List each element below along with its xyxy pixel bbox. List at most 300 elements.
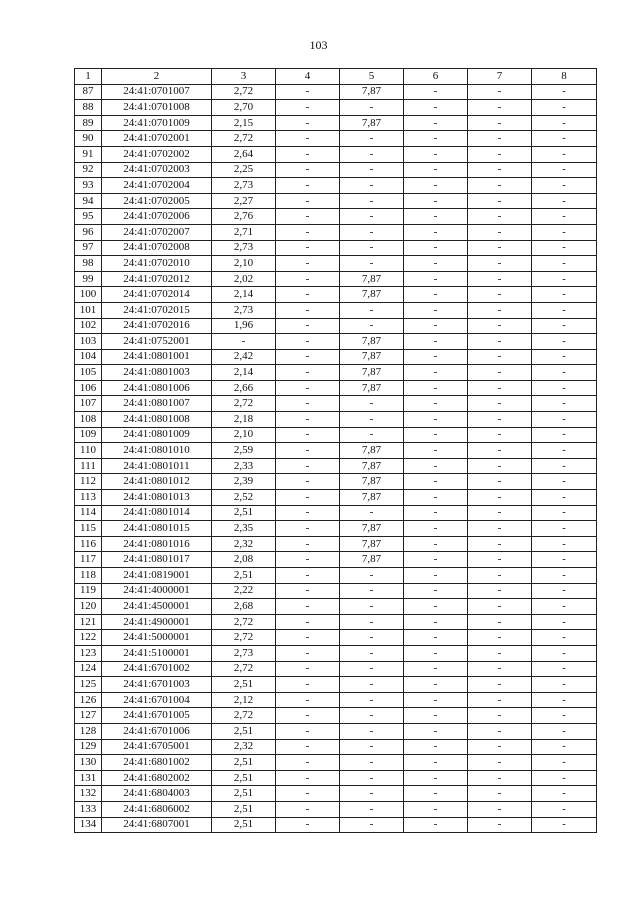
- col7-cell: -: [468, 318, 532, 334]
- col8-cell: -: [532, 801, 597, 817]
- cadastral-number-cell: 24:41:0702003: [102, 162, 212, 178]
- col7-cell: -: [468, 287, 532, 303]
- cadastral-number-cell: 24:41:0702002: [102, 146, 212, 162]
- col5-cell: 7,87: [340, 271, 404, 287]
- col3-cell: 1,96: [212, 318, 276, 334]
- col4-cell: -: [276, 380, 340, 396]
- col4-cell: -: [276, 661, 340, 677]
- col8-cell: -: [532, 412, 597, 428]
- col7-cell: -: [468, 692, 532, 708]
- row-number-cell: 124: [75, 661, 102, 677]
- col3-cell: 2,64: [212, 146, 276, 162]
- cadastral-number-cell: 24:41:0752001: [102, 334, 212, 350]
- col4-cell: -: [276, 365, 340, 381]
- col8-cell: -: [532, 521, 597, 537]
- cadastral-number-cell: 24:41:0819001: [102, 568, 212, 584]
- col4-cell: -: [276, 302, 340, 318]
- table-row: [75, 84, 597, 100]
- col4-cell: -: [276, 568, 340, 584]
- col8-cell: -: [532, 131, 597, 147]
- col3-cell: 2,51: [212, 677, 276, 693]
- col5-cell: -: [340, 256, 404, 272]
- col8-cell: -: [532, 84, 597, 100]
- col5-cell: -: [340, 427, 404, 443]
- table-row: [75, 817, 597, 833]
- col6-cell: -: [404, 614, 468, 630]
- col8-cell: -: [532, 443, 597, 459]
- row-number-cell: 108: [75, 412, 102, 428]
- col6-cell: -: [404, 224, 468, 240]
- cadastral-number-cell: 24:41:5000001: [102, 630, 212, 646]
- table-row: [75, 786, 597, 802]
- col5-cell: -: [340, 614, 404, 630]
- col3-cell: 2,32: [212, 536, 276, 552]
- col7-cell: -: [468, 583, 532, 599]
- col4-cell: -: [276, 271, 340, 287]
- col3-cell: 2,73: [212, 302, 276, 318]
- row-number-cell: 118: [75, 568, 102, 584]
- column-header-7: 7: [468, 69, 532, 85]
- cadastral-number-cell: 24:41:0801013: [102, 490, 212, 506]
- col4-cell: -: [276, 162, 340, 178]
- col5-cell: -: [340, 770, 404, 786]
- col7-cell: -: [468, 412, 532, 428]
- col6-cell: -: [404, 505, 468, 521]
- col4-cell: -: [276, 677, 340, 693]
- col6-cell: -: [404, 692, 468, 708]
- col3-cell: 2,51: [212, 568, 276, 584]
- col3-cell: 2,39: [212, 474, 276, 490]
- col4-cell: -: [276, 645, 340, 661]
- row-number-cell: 98: [75, 256, 102, 272]
- col8-cell: -: [532, 490, 597, 506]
- cadastral-number-cell: 24:41:0701008: [102, 100, 212, 116]
- row-number-cell: 103: [75, 334, 102, 350]
- col7-cell: -: [468, 146, 532, 162]
- col6-cell: -: [404, 131, 468, 147]
- col6-cell: -: [404, 552, 468, 568]
- col4-cell: -: [276, 786, 340, 802]
- cadastral-number-cell: 24:41:4000001: [102, 583, 212, 599]
- table-row: [75, 677, 597, 693]
- col3-cell: 2,10: [212, 256, 276, 272]
- table-row: [75, 396, 597, 412]
- col7-cell: -: [468, 552, 532, 568]
- row-number-cell: 94: [75, 193, 102, 209]
- col4-cell: -: [276, 739, 340, 755]
- col4-cell: -: [276, 427, 340, 443]
- cadastral-number-cell: 24:41:6807001: [102, 817, 212, 833]
- row-number-cell: 92: [75, 162, 102, 178]
- col4-cell: -: [276, 490, 340, 506]
- col8-cell: -: [532, 287, 597, 303]
- col4-cell: -: [276, 178, 340, 194]
- col8-cell: -: [532, 645, 597, 661]
- cadastral-number-cell: 24:41:0801012: [102, 474, 212, 490]
- col7-cell: -: [468, 723, 532, 739]
- col6-cell: -: [404, 568, 468, 584]
- table-header: [75, 69, 597, 85]
- col3-cell: 2,14: [212, 365, 276, 381]
- col3-cell: 2,70: [212, 100, 276, 116]
- col6-cell: -: [404, 334, 468, 350]
- col6-cell: -: [404, 412, 468, 428]
- col6-cell: -: [404, 100, 468, 116]
- col5-cell: 7,87: [340, 84, 404, 100]
- col6-cell: -: [404, 801, 468, 817]
- col5-cell: -: [340, 224, 404, 240]
- col6-cell: -: [404, 677, 468, 693]
- col6-cell: -: [404, 349, 468, 365]
- row-number-cell: 96: [75, 224, 102, 240]
- col4-cell: -: [276, 723, 340, 739]
- col3-cell: 2,51: [212, 770, 276, 786]
- col6-cell: -: [404, 599, 468, 615]
- col7-cell: -: [468, 801, 532, 817]
- cadastral-number-cell: 24:41:0801010: [102, 443, 212, 459]
- cadastral-number-cell: 24:41:0801006: [102, 380, 212, 396]
- col5-cell: -: [340, 505, 404, 521]
- col5-cell: -: [340, 661, 404, 677]
- cadastral-number-cell: 24:41:0801007: [102, 396, 212, 412]
- col6-cell: -: [404, 115, 468, 131]
- col5-cell: -: [340, 568, 404, 584]
- row-number-cell: 107: [75, 396, 102, 412]
- col6-cell: -: [404, 786, 468, 802]
- col5-cell: -: [340, 131, 404, 147]
- table-row: [75, 723, 597, 739]
- table-body: [75, 84, 597, 833]
- col8-cell: -: [532, 692, 597, 708]
- column-header-8: 8: [532, 69, 597, 85]
- col5-cell: 7,87: [340, 115, 404, 131]
- table-row: [75, 521, 597, 537]
- col7-cell: -: [468, 755, 532, 771]
- table-row: [75, 630, 597, 646]
- col7-cell: -: [468, 443, 532, 459]
- col4-cell: -: [276, 801, 340, 817]
- table-row: [75, 256, 597, 272]
- col3-cell: 2,68: [212, 599, 276, 615]
- table-row: [75, 770, 597, 786]
- table-row: [75, 271, 597, 287]
- col7-cell: -: [468, 84, 532, 100]
- col5-cell: -: [340, 630, 404, 646]
- col6-cell: -: [404, 256, 468, 272]
- col8-cell: -: [532, 224, 597, 240]
- col5-cell: -: [340, 146, 404, 162]
- cadastral-number-cell: 24:41:0702012: [102, 271, 212, 287]
- cadastral-number-cell: 24:41:0702008: [102, 240, 212, 256]
- col4-cell: -: [276, 287, 340, 303]
- col5-cell: -: [340, 739, 404, 755]
- col7-cell: -: [468, 271, 532, 287]
- col4-cell: -: [276, 583, 340, 599]
- col6-cell: -: [404, 193, 468, 209]
- cadastral-number-cell: 24:41:6701006: [102, 723, 212, 739]
- col3-cell: 2,51: [212, 723, 276, 739]
- cadastral-number-cell: 24:41:0801014: [102, 505, 212, 521]
- table-row: [75, 380, 597, 396]
- col7-cell: -: [468, 645, 532, 661]
- col7-cell: -: [468, 256, 532, 272]
- col8-cell: -: [532, 552, 597, 568]
- col4-cell: -: [276, 209, 340, 225]
- col5-cell: -: [340, 817, 404, 833]
- table-row: [75, 146, 597, 162]
- col3-cell: 2,18: [212, 412, 276, 428]
- row-number-cell: 129: [75, 739, 102, 755]
- col8-cell: -: [532, 271, 597, 287]
- col7-cell: -: [468, 427, 532, 443]
- page-number: 103: [309, 38, 328, 52]
- col3-cell: 2,51: [212, 817, 276, 833]
- table-row: [75, 583, 597, 599]
- col8-cell: -: [532, 614, 597, 630]
- col5-cell: -: [340, 100, 404, 116]
- col8-cell: -: [532, 396, 597, 412]
- row-number-cell: 93: [75, 178, 102, 194]
- col5-cell: -: [340, 786, 404, 802]
- col7-cell: -: [468, 630, 532, 646]
- col7-cell: -: [468, 131, 532, 147]
- row-number-cell: 123: [75, 645, 102, 661]
- column-header-1: 1: [75, 69, 102, 85]
- col5-cell: -: [340, 723, 404, 739]
- col8-cell: -: [532, 256, 597, 272]
- col8-cell: -: [532, 100, 597, 116]
- col8-cell: -: [532, 723, 597, 739]
- col6-cell: -: [404, 396, 468, 412]
- col3-cell: 2,72: [212, 614, 276, 630]
- table-row: [75, 193, 597, 209]
- cadastral-number-cell: 24:41:0702014: [102, 287, 212, 303]
- row-number-cell: 128: [75, 723, 102, 739]
- col5-cell: -: [340, 801, 404, 817]
- col4-cell: -: [276, 770, 340, 786]
- row-number-cell: 115: [75, 521, 102, 537]
- col3-cell: 2,51: [212, 505, 276, 521]
- col3-cell: 2,72: [212, 708, 276, 724]
- table-row: [75, 739, 597, 755]
- table-row: [75, 240, 597, 256]
- col8-cell: -: [532, 458, 597, 474]
- cadastral-number-cell: 24:41:0702006: [102, 209, 212, 225]
- col5-cell: 7,87: [340, 521, 404, 537]
- row-number-cell: 117: [75, 552, 102, 568]
- col6-cell: -: [404, 302, 468, 318]
- col7-cell: -: [468, 770, 532, 786]
- cadastral-number-cell: 24:41:0801009: [102, 427, 212, 443]
- col8-cell: -: [532, 786, 597, 802]
- cadastral-number-cell: 24:41:6701005: [102, 708, 212, 724]
- col7-cell: -: [468, 817, 532, 833]
- col7-cell: -: [468, 302, 532, 318]
- col5-cell: -: [340, 240, 404, 256]
- col5-cell: 7,87: [340, 380, 404, 396]
- cadastral-number-cell: 24:41:0801011: [102, 458, 212, 474]
- col6-cell: -: [404, 380, 468, 396]
- col4-cell: -: [276, 334, 340, 350]
- column-header-3: 3: [212, 69, 276, 85]
- cadastral-number-cell: 24:41:0702001: [102, 131, 212, 147]
- column-header-5: 5: [340, 69, 404, 85]
- col8-cell: -: [532, 583, 597, 599]
- col3-cell: 2,42: [212, 349, 276, 365]
- col6-cell: -: [404, 521, 468, 537]
- col8-cell: -: [532, 661, 597, 677]
- col4-cell: -: [276, 84, 340, 100]
- col3-cell: 2,73: [212, 178, 276, 194]
- row-number-cell: 119: [75, 583, 102, 599]
- table-row: [75, 708, 597, 724]
- col3-cell: 2,51: [212, 786, 276, 802]
- row-number-cell: 114: [75, 505, 102, 521]
- col3-cell: 2,25: [212, 162, 276, 178]
- col8-cell: -: [532, 755, 597, 771]
- col7-cell: -: [468, 505, 532, 521]
- cadastral-number-cell: 24:41:0801017: [102, 552, 212, 568]
- col8-cell: -: [532, 209, 597, 225]
- row-number-cell: 97: [75, 240, 102, 256]
- row-number-cell: 101: [75, 302, 102, 318]
- col8-cell: -: [532, 193, 597, 209]
- col8-cell: -: [532, 599, 597, 615]
- col5-cell: -: [340, 708, 404, 724]
- table-row: [75, 162, 597, 178]
- col7-cell: -: [468, 536, 532, 552]
- col3-cell: 2,12: [212, 692, 276, 708]
- cadastral-number-cell: 24:41:0801001: [102, 349, 212, 365]
- col8-cell: -: [532, 318, 597, 334]
- table-row: [75, 692, 597, 708]
- col5-cell: -: [340, 162, 404, 178]
- row-number-cell: 125: [75, 677, 102, 693]
- cadastral-number-cell: 24:41:5100001: [102, 645, 212, 661]
- table-row: [75, 412, 597, 428]
- col3-cell: 2,72: [212, 84, 276, 100]
- col7-cell: -: [468, 100, 532, 116]
- col4-cell: -: [276, 412, 340, 428]
- row-number-cell: 106: [75, 380, 102, 396]
- row-number-cell: 87: [75, 84, 102, 100]
- col5-cell: 7,87: [340, 536, 404, 552]
- col4-cell: -: [276, 458, 340, 474]
- col7-cell: -: [468, 521, 532, 537]
- col4-cell: -: [276, 599, 340, 615]
- col8-cell: -: [532, 630, 597, 646]
- col7-cell: -: [468, 458, 532, 474]
- col8-cell: -: [532, 739, 597, 755]
- col6-cell: -: [404, 755, 468, 771]
- row-number-cell: 121: [75, 614, 102, 630]
- col6-cell: -: [404, 536, 468, 552]
- table-row: [75, 287, 597, 303]
- col3-cell: 2,52: [212, 490, 276, 506]
- col3-cell: 2,32: [212, 739, 276, 755]
- row-number-cell: 130: [75, 755, 102, 771]
- col7-cell: -: [468, 334, 532, 350]
- col6-cell: -: [404, 271, 468, 287]
- col8-cell: -: [532, 677, 597, 693]
- col5-cell: 7,87: [340, 474, 404, 490]
- col3-cell: 2,35: [212, 521, 276, 537]
- col5-cell: -: [340, 692, 404, 708]
- col6-cell: -: [404, 645, 468, 661]
- column-header-6: 6: [404, 69, 468, 85]
- table-row: [75, 224, 597, 240]
- table-row: [75, 443, 597, 459]
- table-row: [75, 661, 597, 677]
- col5-cell: -: [340, 599, 404, 615]
- data-table: [74, 68, 597, 833]
- col3-cell: 2,73: [212, 240, 276, 256]
- col3-cell: 2,51: [212, 755, 276, 771]
- col4-cell: -: [276, 521, 340, 537]
- cadastral-number-cell: 24:41:6802002: [102, 770, 212, 786]
- col6-cell: -: [404, 630, 468, 646]
- col5-cell: 7,87: [340, 349, 404, 365]
- col5-cell: 7,87: [340, 334, 404, 350]
- col7-cell: -: [468, 599, 532, 615]
- cadastral-number-cell: 24:41:6804003: [102, 786, 212, 802]
- row-number-cell: 104: [75, 349, 102, 365]
- col6-cell: -: [404, 146, 468, 162]
- cadastral-number-cell: 24:41:0701009: [102, 115, 212, 131]
- col3-cell: 2,76: [212, 209, 276, 225]
- cadastral-number-cell: 24:41:0702016: [102, 318, 212, 334]
- col7-cell: -: [468, 349, 532, 365]
- col3-cell: 2,72: [212, 661, 276, 677]
- table-row: [75, 318, 597, 334]
- row-number-cell: 120: [75, 599, 102, 615]
- col8-cell: -: [532, 536, 597, 552]
- col5-cell: 7,87: [340, 443, 404, 459]
- col8-cell: -: [532, 178, 597, 194]
- col4-cell: -: [276, 552, 340, 568]
- row-number-cell: 102: [75, 318, 102, 334]
- col8-cell: -: [532, 115, 597, 131]
- col6-cell: -: [404, 817, 468, 833]
- col6-cell: -: [404, 443, 468, 459]
- row-number-cell: 134: [75, 817, 102, 833]
- col7-cell: -: [468, 614, 532, 630]
- row-number-cell: 126: [75, 692, 102, 708]
- col4-cell: -: [276, 100, 340, 116]
- table-row: [75, 131, 597, 147]
- col3-cell: 2,02: [212, 271, 276, 287]
- col8-cell: -: [532, 474, 597, 490]
- row-number-cell: 122: [75, 630, 102, 646]
- col5-cell: 7,87: [340, 458, 404, 474]
- cadastral-number-cell: 24:41:0702007: [102, 224, 212, 240]
- table-row: [75, 349, 597, 365]
- table-row: [75, 505, 597, 521]
- table-row: [75, 115, 597, 131]
- row-number-cell: 110: [75, 443, 102, 459]
- col6-cell: -: [404, 287, 468, 303]
- row-number-cell: 88: [75, 100, 102, 116]
- cadastral-number-cell: 24:41:6701003: [102, 677, 212, 693]
- table-row: [75, 365, 597, 381]
- col7-cell: -: [468, 178, 532, 194]
- row-number-cell: 112: [75, 474, 102, 490]
- cadastral-number-cell: 24:41:0801003: [102, 365, 212, 381]
- cadastral-number-cell: 24:41:0801016: [102, 536, 212, 552]
- col6-cell: -: [404, 739, 468, 755]
- col7-cell: -: [468, 677, 532, 693]
- table-row: [75, 100, 597, 116]
